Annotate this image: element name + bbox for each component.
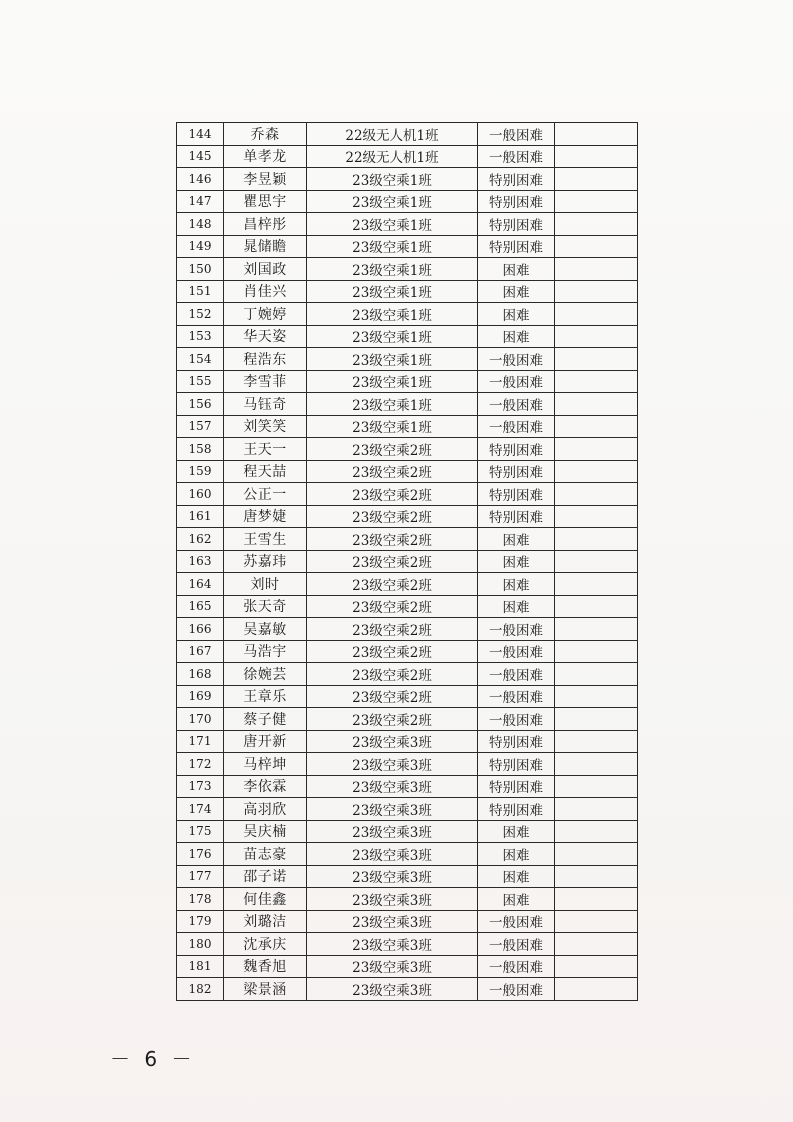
student-name-cell: 吴嘉敏 <box>224 618 307 641</box>
table-row <box>177 235 638 258</box>
hardship-level-cell: 一般困难 <box>478 910 555 933</box>
hardship-level-cell: 特别困难 <box>478 730 555 753</box>
hardship-level-cell: 困难 <box>478 865 555 888</box>
class-name-cell: 23级空乘2班 <box>307 483 478 506</box>
class-name-cell: 23级空乘1班 <box>307 348 478 371</box>
class-name-cell: 23级空乘2班 <box>307 708 478 731</box>
row-number-cell: 180 <box>177 933 224 956</box>
remarks-cell <box>555 235 638 258</box>
remarks-cell <box>555 685 638 708</box>
table-row <box>177 145 638 168</box>
row-number-cell: 170 <box>177 708 224 731</box>
student-name-cell: 唐梦婕 <box>224 505 307 528</box>
row-number-cell: 155 <box>177 370 224 393</box>
table-row <box>177 753 638 776</box>
row-number-cell: 157 <box>177 415 224 438</box>
row-number-cell: 152 <box>177 303 224 326</box>
student-name-cell: 乔森 <box>224 123 307 146</box>
hardship-level-cell: 特别困难 <box>478 798 555 821</box>
hardship-level-cell: 特别困难 <box>478 438 555 461</box>
row-number-cell: 167 <box>177 640 224 663</box>
class-name-cell: 23级空乘2班 <box>307 460 478 483</box>
table-row <box>177 595 638 618</box>
remarks-cell <box>555 528 638 551</box>
hardship-level-cell: 困难 <box>478 325 555 348</box>
row-number-cell: 158 <box>177 438 224 461</box>
student-name-cell: 邵子诺 <box>224 865 307 888</box>
class-name-cell: 23级空乘3班 <box>307 753 478 776</box>
remarks-cell <box>555 843 638 866</box>
remarks-cell <box>555 145 638 168</box>
hardship-level-cell: 一般困难 <box>478 685 555 708</box>
hardship-level-cell: 特别困难 <box>478 168 555 191</box>
hardship-level-cell: 困难 <box>478 303 555 326</box>
remarks-cell <box>555 190 638 213</box>
hardship-level-cell: 一般困难 <box>478 618 555 641</box>
row-number-cell: 174 <box>177 798 224 821</box>
page-number: － 6 － <box>110 1047 196 1071</box>
student-name-cell: 马梓坤 <box>224 753 307 776</box>
student-name-cell: 蔡子健 <box>224 708 307 731</box>
remarks-cell <box>555 573 638 596</box>
student-name-cell: 刘璐洁 <box>224 910 307 933</box>
row-number-cell: 163 <box>177 550 224 573</box>
table-row <box>177 933 638 956</box>
remarks-cell <box>555 438 638 461</box>
hardship-level-cell: 一般困难 <box>478 348 555 371</box>
table-row <box>177 168 638 191</box>
row-number-cell: 169 <box>177 685 224 708</box>
hardship-level-cell: 一般困难 <box>478 370 555 393</box>
class-name-cell: 22级无人机1班 <box>307 145 478 168</box>
student-name-cell: 刘国政 <box>224 258 307 281</box>
row-number-cell: 149 <box>177 235 224 258</box>
class-name-cell: 23级空乘3班 <box>307 888 478 911</box>
class-name-cell: 23级空乘2班 <box>307 685 478 708</box>
student-name-cell: 马浩宇 <box>224 640 307 663</box>
student-name-cell: 程天喆 <box>224 460 307 483</box>
row-number-cell: 179 <box>177 910 224 933</box>
row-number-cell: 176 <box>177 843 224 866</box>
table-row <box>177 618 638 641</box>
row-number-cell: 178 <box>177 888 224 911</box>
table-row <box>177 123 638 146</box>
student-name-cell: 李雪菲 <box>224 370 307 393</box>
class-name-cell: 23级空乘1班 <box>307 303 478 326</box>
remarks-cell <box>555 370 638 393</box>
table-row <box>177 348 638 371</box>
student-name-cell: 公正一 <box>224 483 307 506</box>
student-name-cell: 魏香旭 <box>224 955 307 978</box>
hardship-level-cell: 一般困难 <box>478 640 555 663</box>
hardship-level-cell: 困难 <box>478 258 555 281</box>
student-name-cell: 何佳鑫 <box>224 888 307 911</box>
table-row <box>177 438 638 461</box>
class-name-cell: 23级空乘2班 <box>307 528 478 551</box>
hardship-level-cell: 一般困难 <box>478 978 555 1001</box>
row-number-cell: 175 <box>177 820 224 843</box>
student-name-cell: 李昱颖 <box>224 168 307 191</box>
remarks-cell <box>555 888 638 911</box>
row-number-cell: 160 <box>177 483 224 506</box>
table-row <box>177 505 638 528</box>
table-row <box>177 843 638 866</box>
hardship-level-cell: 一般困难 <box>478 393 555 416</box>
table-row <box>177 798 638 821</box>
class-name-cell: 23级空乘3班 <box>307 843 478 866</box>
class-name-cell: 23级空乘2班 <box>307 618 478 641</box>
hardship-level-cell: 一般困难 <box>478 933 555 956</box>
table-row <box>177 483 638 506</box>
class-name-cell: 23级空乘3班 <box>307 820 478 843</box>
hardship-level-cell: 困难 <box>478 843 555 866</box>
table-row <box>177 708 638 731</box>
row-number-cell: 154 <box>177 348 224 371</box>
table-row <box>177 730 638 753</box>
row-number-cell: 171 <box>177 730 224 753</box>
row-number-cell: 153 <box>177 325 224 348</box>
table-row <box>177 775 638 798</box>
class-name-cell: 23级空乘1班 <box>307 213 478 236</box>
remarks-cell <box>555 460 638 483</box>
student-name-cell: 马钰奇 <box>224 393 307 416</box>
table-row <box>177 460 638 483</box>
class-name-cell: 22级无人机1班 <box>307 123 478 146</box>
remarks-cell <box>555 933 638 956</box>
class-name-cell: 23级空乘3班 <box>307 730 478 753</box>
remarks-cell <box>555 325 638 348</box>
row-number-cell: 151 <box>177 280 224 303</box>
hardship-level-cell: 特别困难 <box>478 753 555 776</box>
table-row <box>177 573 638 596</box>
table-row <box>177 888 638 911</box>
table-row <box>177 325 638 348</box>
hardship-level-cell: 困难 <box>478 550 555 573</box>
table-row <box>177 955 638 978</box>
hardship-level-cell: 一般困难 <box>478 415 555 438</box>
row-number-cell: 168 <box>177 663 224 686</box>
hardship-level-cell: 一般困难 <box>478 708 555 731</box>
remarks-cell <box>555 123 638 146</box>
table-row <box>177 640 638 663</box>
table-row <box>177 978 638 1001</box>
remarks-cell <box>555 595 638 618</box>
hardship-level-cell: 困难 <box>478 573 555 596</box>
table-row <box>177 820 638 843</box>
student-name-cell: 王雪生 <box>224 528 307 551</box>
hardship-level-cell: 特别困难 <box>478 505 555 528</box>
class-name-cell: 23级空乘3班 <box>307 933 478 956</box>
table-row <box>177 415 638 438</box>
hardship-level-cell: 特别困难 <box>478 483 555 506</box>
class-name-cell: 23级空乘1班 <box>307 393 478 416</box>
row-number-cell: 144 <box>177 123 224 146</box>
class-name-cell: 23级空乘1班 <box>307 235 478 258</box>
student-name-cell: 李依霖 <box>224 775 307 798</box>
remarks-cell <box>555 168 638 191</box>
table-row <box>177 213 638 236</box>
hardship-level-cell: 一般困难 <box>478 663 555 686</box>
row-number-cell: 161 <box>177 505 224 528</box>
table-row <box>177 190 638 213</box>
hardship-level-cell: 困难 <box>478 595 555 618</box>
student-name-cell: 苗志豪 <box>224 843 307 866</box>
hardship-level-cell: 一般困难 <box>478 145 555 168</box>
student-name-cell: 王章乐 <box>224 685 307 708</box>
row-number-cell: 150 <box>177 258 224 281</box>
remarks-cell <box>555 978 638 1001</box>
table-row <box>177 550 638 573</box>
row-number-cell: 164 <box>177 573 224 596</box>
remarks-cell <box>555 663 638 686</box>
table-row <box>177 393 638 416</box>
class-name-cell: 23级空乘2班 <box>307 640 478 663</box>
hardship-level-cell: 一般困难 <box>478 955 555 978</box>
student-name-cell: 刘笑笑 <box>224 415 307 438</box>
row-number-cell: 181 <box>177 955 224 978</box>
student-name-cell: 刘时 <box>224 573 307 596</box>
remarks-cell <box>555 280 638 303</box>
student-name-cell: 丁婉婷 <box>224 303 307 326</box>
class-name-cell: 23级空乘3班 <box>307 978 478 1001</box>
remarks-cell <box>555 550 638 573</box>
student-name-cell: 沈承庆 <box>224 933 307 956</box>
student-name-cell: 王天一 <box>224 438 307 461</box>
row-number-cell: 148 <box>177 213 224 236</box>
remarks-cell <box>555 865 638 888</box>
row-number-cell: 165 <box>177 595 224 618</box>
student-name-cell: 肖佳兴 <box>224 280 307 303</box>
class-name-cell: 23级空乘2班 <box>307 550 478 573</box>
remarks-cell <box>555 820 638 843</box>
student-name-cell: 瞿思宇 <box>224 190 307 213</box>
student-name-cell: 程浩东 <box>224 348 307 371</box>
remarks-cell <box>555 798 638 821</box>
class-name-cell: 23级空乘2班 <box>307 505 478 528</box>
student-name-cell: 华天姿 <box>224 325 307 348</box>
remarks-cell <box>555 730 638 753</box>
remarks-cell <box>555 483 638 506</box>
class-name-cell: 23级空乘1班 <box>307 190 478 213</box>
table-row <box>177 280 638 303</box>
hardship-level-cell: 困难 <box>478 888 555 911</box>
table-row <box>177 528 638 551</box>
hardship-level-cell: 困难 <box>478 820 555 843</box>
class-name-cell: 23级空乘3班 <box>307 798 478 821</box>
row-number-cell: 182 <box>177 978 224 1001</box>
student-name-cell: 唐开新 <box>224 730 307 753</box>
remarks-cell <box>555 910 638 933</box>
remarks-cell <box>555 303 638 326</box>
student-name-cell: 昌梓彤 <box>224 213 307 236</box>
remarks-cell <box>555 393 638 416</box>
class-name-cell: 23级空乘1班 <box>307 370 478 393</box>
remarks-cell <box>555 955 638 978</box>
remarks-cell <box>555 618 638 641</box>
student-name-cell: 苏嘉玮 <box>224 550 307 573</box>
row-number-cell: 162 <box>177 528 224 551</box>
table-row <box>177 685 638 708</box>
table-row <box>177 303 638 326</box>
hardship-level-cell: 困难 <box>478 528 555 551</box>
class-name-cell: 23级空乘1班 <box>307 258 478 281</box>
class-name-cell: 23级空乘3班 <box>307 865 478 888</box>
hardship-level-cell: 特别困难 <box>478 775 555 798</box>
student-name-cell: 单孝龙 <box>224 145 307 168</box>
class-name-cell: 23级空乘2班 <box>307 438 478 461</box>
hardship-level-cell: 特别困难 <box>478 460 555 483</box>
row-number-cell: 177 <box>177 865 224 888</box>
remarks-cell <box>555 505 638 528</box>
class-name-cell: 23级空乘2班 <box>307 595 478 618</box>
row-number-cell: 166 <box>177 618 224 641</box>
row-number-cell: 172 <box>177 753 224 776</box>
class-name-cell: 23级空乘3班 <box>307 910 478 933</box>
table-row <box>177 258 638 281</box>
student-name-cell: 张天奇 <box>224 595 307 618</box>
remarks-cell <box>555 708 638 731</box>
hardship-level-cell: 一般困难 <box>478 123 555 146</box>
table-row <box>177 910 638 933</box>
row-number-cell: 147 <box>177 190 224 213</box>
student-name-cell: 梁景涵 <box>224 978 307 1001</box>
remarks-cell <box>555 753 638 776</box>
remarks-cell <box>555 640 638 663</box>
hardship-level-cell: 特别困难 <box>478 235 555 258</box>
student-name-cell: 徐婉芸 <box>224 663 307 686</box>
student-name-cell: 晁储瞻 <box>224 235 307 258</box>
row-number-cell: 159 <box>177 460 224 483</box>
table-row <box>177 663 638 686</box>
row-number-cell: 173 <box>177 775 224 798</box>
row-number-cell: 145 <box>177 145 224 168</box>
remarks-cell <box>555 348 638 371</box>
remarks-cell <box>555 213 638 236</box>
remarks-cell <box>555 415 638 438</box>
remarks-cell <box>555 775 638 798</box>
remarks-cell <box>555 258 638 281</box>
table-row <box>177 865 638 888</box>
class-name-cell: 23级空乘1班 <box>307 168 478 191</box>
student-aid-table <box>176 122 638 1001</box>
class-name-cell: 23级空乘3班 <box>307 775 478 798</box>
class-name-cell: 23级空乘1班 <box>307 415 478 438</box>
class-name-cell: 23级空乘1班 <box>307 325 478 348</box>
hardship-level-cell: 特别困难 <box>478 213 555 236</box>
student-name-cell: 吴庆楠 <box>224 820 307 843</box>
class-name-cell: 23级空乘1班 <box>307 280 478 303</box>
row-number-cell: 146 <box>177 168 224 191</box>
class-name-cell: 23级空乘2班 <box>307 573 478 596</box>
class-name-cell: 23级空乘3班 <box>307 955 478 978</box>
table-row <box>177 370 638 393</box>
table-body <box>177 123 638 1001</box>
student-name-cell: 高羽欣 <box>224 798 307 821</box>
class-name-cell: 23级空乘2班 <box>307 663 478 686</box>
hardship-level-cell: 特别困难 <box>478 190 555 213</box>
row-number-cell: 156 <box>177 393 224 416</box>
hardship-level-cell: 困难 <box>478 280 555 303</box>
